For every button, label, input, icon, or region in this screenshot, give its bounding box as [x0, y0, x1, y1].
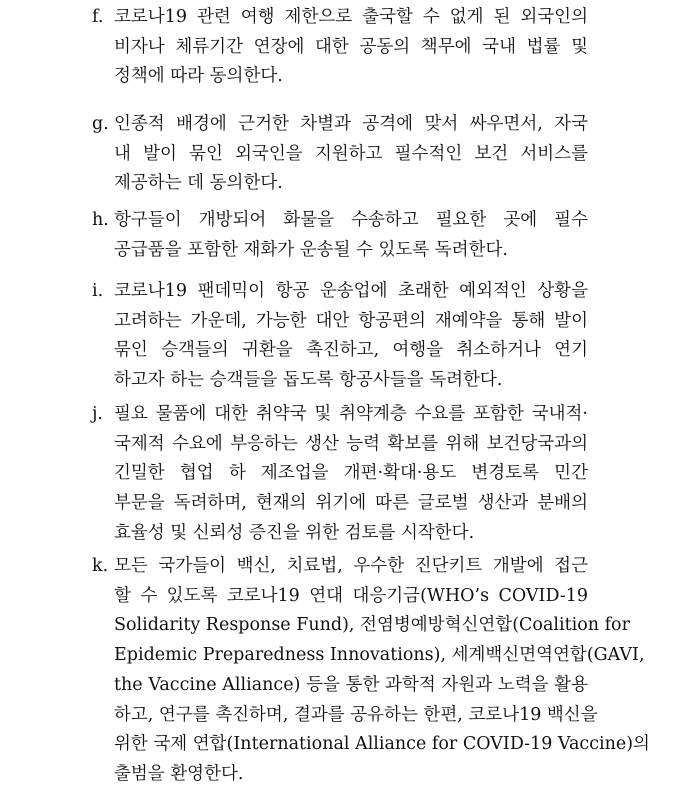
item-marker: f. [92, 7, 104, 27]
list-item-h [92, 206, 588, 265]
text-line: 위한 국제 연합(International Alliance for COVID-19 Vaccine)의 [114, 734, 650, 755]
text-line: 비자나 체류기간 연장에 대한 공동의 책무에 국내 법률 및 [114, 36, 588, 57]
text-line: 공급품을 포함한 재화가 운송될 수 있도록 독려한다. [114, 239, 508, 260]
text-line: f. 코로나19 관련 여행 제한으로 출국할 수 없게 된 외국인의 [92, 3, 588, 33]
text-line: 효율성 및 신뢰성 증진을 위한 검토를 시작한다. [114, 522, 475, 543]
text-line: j. 필요 물품에 대한 취약국 및 취약계층 수요를 포함한 국내적· [92, 400, 588, 430]
item-marker: j. [92, 404, 103, 424]
text-line: 할 수 있도록 코로나19 연대 대응기금(WHO’s COVID-19 [114, 585, 588, 606]
item-marker: k. [92, 556, 109, 576]
text-line: 고려하는 가운데, 가능한 대안 항공편의 재예약을 통해 발이 [114, 310, 588, 331]
text-line: 하고, 연구를 촉진하며, 결과를 공유하는 한편, 코로나19 백신을 [114, 704, 598, 725]
text-line: k. 모든 국가들이 백신, 치료법, 우수한 진단키트 개발에 접근 [92, 552, 588, 582]
text-line: 제공하는 데 동의한다. [114, 173, 283, 194]
text-line: 국제적 수요에 부응하는 생산 능력 확보를 위해 보건당국과의 [114, 433, 588, 454]
text-line: h. 항구들이 개방되어 화물을 수송하고 필요한 곳에 필수 [92, 206, 588, 236]
text-line: 내 발이 묶인 외국인을 지원하고 필수적인 보건 서비스를 [114, 143, 588, 164]
text-line: 정책에 따라 동의한다. [114, 66, 283, 87]
list-item-g [92, 110, 588, 199]
list-item-k [92, 552, 650, 790]
text-line: g. 인종적 배경에 근거한 차별과 공격에 맞서 싸우면서, 자국 [92, 110, 588, 140]
list-item-j [92, 400, 588, 549]
text-line: 출범을 환영한다. [114, 763, 244, 784]
item-marker: h. [92, 210, 109, 230]
list-item-f [92, 3, 588, 92]
list-item-i [92, 277, 588, 396]
text-line: 부문을 독려하며, 현재의 위기에 따른 글로벌 생산과 분배의 [114, 493, 588, 514]
text-line: 묶인 승객들의 귀환을 촉진하고, 여행을 취소하거나 연기 [114, 340, 588, 361]
text-line: the Vaccine Alliance) 등을 통한 과학적 자원과 노력을 활용 [114, 674, 588, 695]
item-marker: i. [92, 281, 104, 301]
text-line: Solidarity Response Fund), 전염병예방혁신연합(Coalition for [114, 615, 630, 636]
text-line: 하고자 하는 승객들을 돕도록 항공사들을 독려한다. [114, 370, 503, 391]
text-line: Epidemic Preparedness Innovations), 세계백신면역연합(GAVI, [114, 645, 645, 666]
text-line: i. 코로나19 팬데믹이 항공 운송업에 초래한 예외적인 상황을 [92, 277, 588, 307]
text-line: 긴밀한 협업 하 제조업을 개편·확대·용도 변경토록 민간 [114, 463, 588, 484]
item-marker: g. [92, 114, 109, 134]
